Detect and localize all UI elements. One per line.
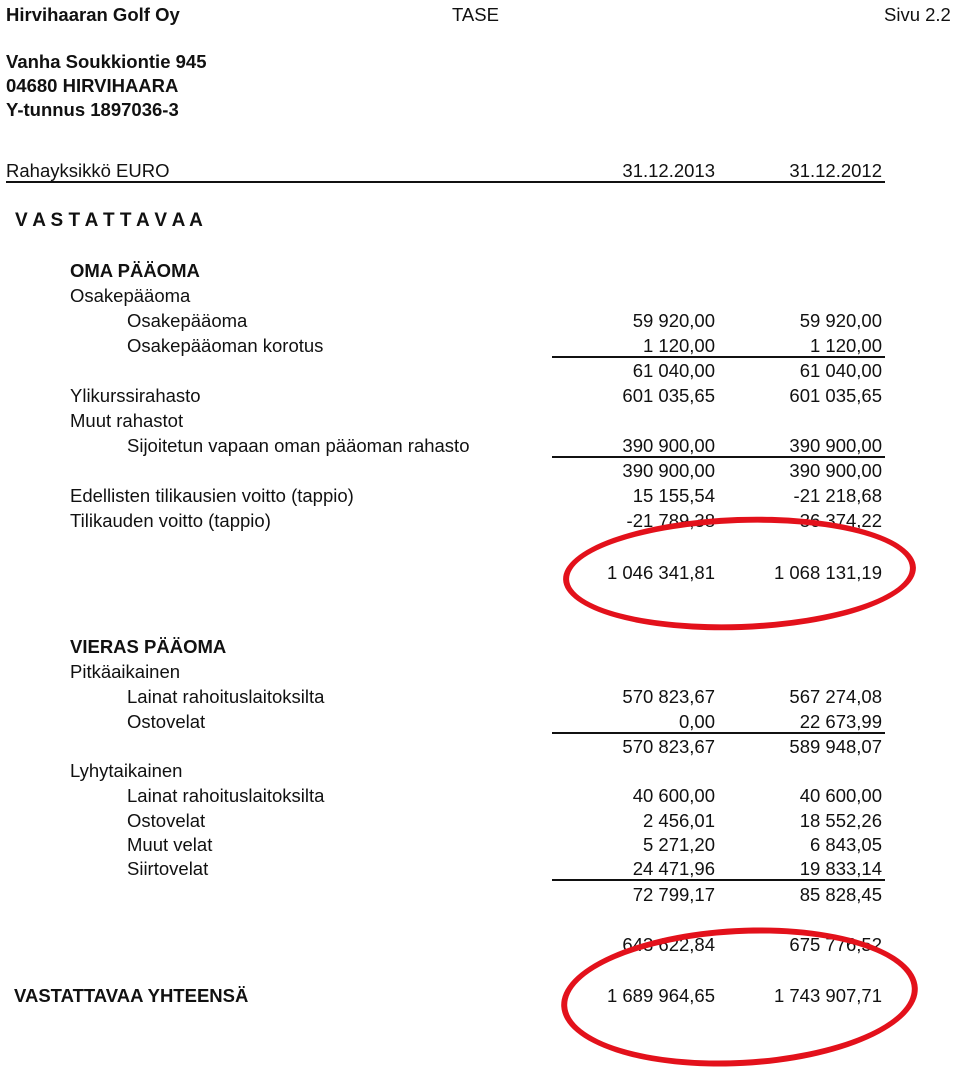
share-capital-group: Osakepääoma: [70, 285, 191, 306]
short-term-group: Lyhytaikainen: [70, 760, 183, 781]
document-title: TASE: [452, 4, 499, 25]
row-value-2012: -21 218,68: [793, 485, 882, 506]
row-label: Osakepääoman korotus: [127, 335, 324, 356]
annotation-circle-grand-total: [558, 919, 922, 1075]
subtotal-value-2012: 85 828,45: [799, 884, 882, 905]
grand-total-label: VASTATTAVAA YHTEENSÄ: [14, 985, 249, 1006]
row-label: Ylikurssirahasto: [70, 385, 201, 406]
row-value-2012: 22 673,99: [799, 711, 882, 732]
row-value-2013: 601 035,65: [622, 385, 715, 406]
address-line-1: Vanha Soukkiontie 945: [6, 51, 207, 72]
row-label: Lainat rahoituslaitoksilta: [127, 785, 325, 806]
row-value-2013: 2 456,01: [642, 810, 715, 831]
year-2013-header: 31.12.2013: [622, 160, 715, 181]
grand-total-2013: 1 689 964,65: [606, 985, 715, 1006]
long-term-group: Pitkäaikainen: [70, 661, 181, 682]
row-label: Osakepääoma: [127, 310, 248, 331]
liabilities-total-2013: 643 622,84: [622, 934, 715, 955]
equity-total-2013: 1 046 341,81: [606, 562, 715, 583]
row-label: Ostovelat: [127, 711, 206, 732]
row-value-2012: 19 833,14: [799, 858, 882, 879]
row-label: Tilikauden voitto (tappio): [70, 510, 271, 531]
subtotal-rule: [552, 356, 885, 358]
subtotal-value-2013: 72 799,17: [632, 884, 715, 905]
row-value-2012: 601 035,65: [789, 385, 882, 406]
subtotal-value-2012: 390 900,00: [789, 460, 882, 481]
year-2012-header: 31.12.2012: [789, 160, 882, 181]
annotation-circle-equity-total: [561, 511, 918, 636]
row-value-2013: 1 120,00: [642, 335, 715, 356]
subtotal-value-2013: 390 900,00: [622, 460, 715, 481]
business-id: Y-tunnus 1897036-3: [6, 99, 179, 120]
row-value-2013: 15 155,54: [632, 485, 715, 506]
page-number: Sivu 2.2: [884, 4, 951, 25]
subtotal-value-2012: 61 040,00: [799, 360, 882, 381]
company-name: Hirvihaaran Golf Oy: [6, 4, 180, 25]
row-value-2012: 6 843,05: [809, 834, 882, 855]
row-value-2012: 40 600,00: [799, 785, 882, 806]
row-value-2013: 390 900,00: [622, 435, 715, 456]
unit-label: Rahayksikkö EURO: [6, 160, 170, 181]
row-value-2013: 0,00: [678, 711, 715, 732]
row-value-2012: 567 274,08: [789, 686, 882, 707]
row-label: Sijoitetun vapaan oman pääoman rahasto: [127, 435, 470, 456]
other-funds-group: Muut rahastot: [70, 410, 184, 431]
row-label: Edellisten tilikausien voitto (tappio): [70, 485, 354, 506]
liabilities-total-2012: 675 776,52: [789, 934, 882, 955]
row-value-2013: 40 600,00: [632, 785, 715, 806]
row-label: Lainat rahoituslaitoksilta: [127, 686, 325, 707]
row-value-2012: 36 374,22: [799, 510, 882, 531]
row-label: Ostovelat: [127, 810, 206, 831]
header-rule: [6, 181, 885, 183]
subtotal-value-2012: 589 948,07: [789, 736, 882, 757]
row-value-2012: 59 920,00: [799, 310, 882, 331]
subtotal-rule: [552, 879, 885, 881]
address-line-2: 04680 HIRVIHAARA: [6, 75, 179, 96]
row-value-2013: 5 271,20: [642, 834, 715, 855]
subtotal-rule: [552, 456, 885, 458]
section-title: V A S T A T T A V A A: [15, 210, 203, 231]
subtotal-value-2013: 570 823,67: [622, 736, 715, 757]
row-label: Muut velat: [127, 834, 213, 855]
row-value-2013: 59 920,00: [632, 310, 715, 331]
row-value-2012: 390 900,00: [789, 435, 882, 456]
subtotal-value-2013: 61 040,00: [632, 360, 715, 381]
row-value-2013: 570 823,67: [622, 686, 715, 707]
equity-total-2012: 1 068 131,19: [773, 562, 882, 583]
row-value-2013: 24 471,96: [632, 858, 715, 879]
liabilities-heading: VIERAS PÄÄOMA: [70, 636, 227, 657]
row-label: Siirtovelat: [127, 858, 209, 879]
row-value-2013: -21 789,38: [626, 510, 715, 531]
grand-total-2012: 1 743 907,71: [773, 985, 882, 1006]
equity-heading: OMA PÄÄOMA: [70, 260, 200, 281]
row-value-2012: 18 552,26: [799, 810, 882, 831]
row-value-2012: 1 120,00: [809, 335, 882, 356]
subtotal-rule: [552, 732, 885, 734]
